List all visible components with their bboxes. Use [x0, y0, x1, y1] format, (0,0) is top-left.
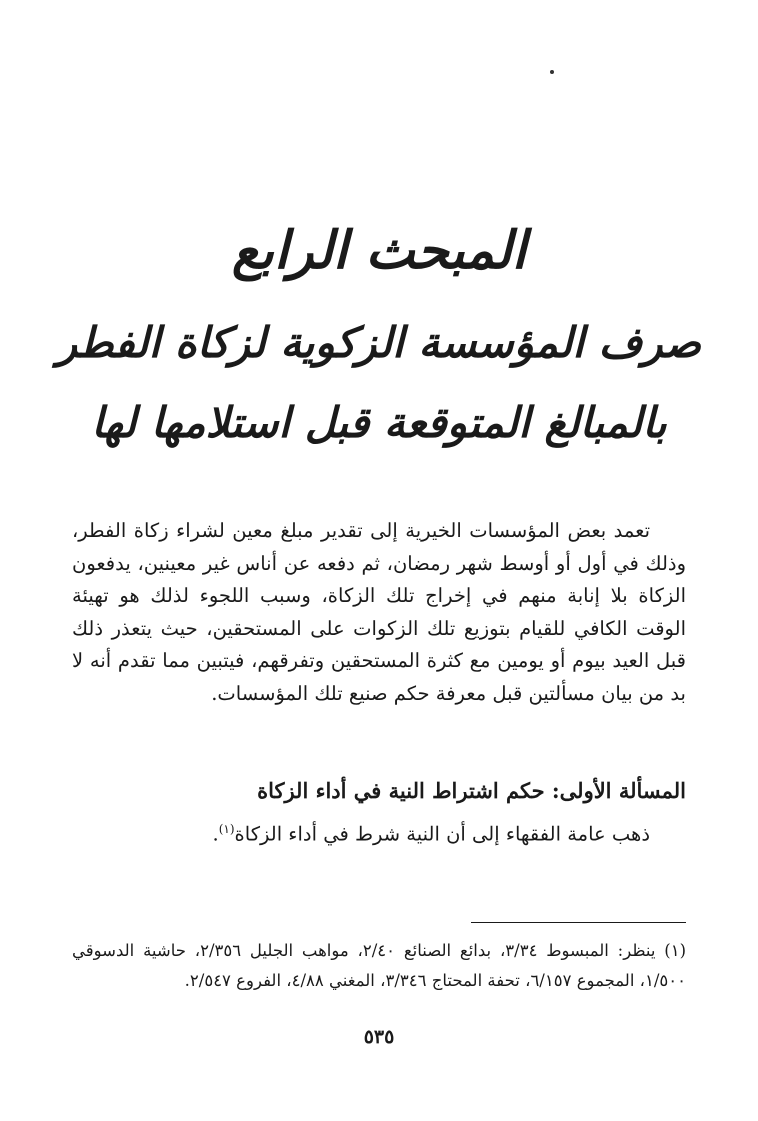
question-end-mark: . [212, 822, 219, 846]
footnote-divider [471, 922, 686, 923]
footnote: (١) ينظر: المبسوط ٣/٣٤، بدائع الصنائع ٢/٤٠، مواهب الجليل ٢/٣٥٦، حاشية الدسوقي ١/٥٠٠، المجموع ٦/١٥٧، تحفة المحتاج ٣/٣٤٦، المغني ٤/٨٨، الفروع ٢/٥٤٧. [72, 941, 686, 990]
body-paragraph: تعمد بعض المؤسسات الخيرية إلى تقدير مبلغ معين لشراء زكاة الفطر، وذلك في أول أو أوسط شهر رمضان، ثم دفعه عن أناس غير معينين، يدفعون الزكاة بلا إنابة منهم في إخراج تلك الزكاة، وسبب اللجوء لذلك هو تهيئة الوقت الكافي للقيام بتوزيع تلك الزكوات على المستحقين، حيث يتعذر ذلك قبل العيد بيوم أو يومين مع كثرة المستحقين وتفرقهم، فيتبين مما تقدم أنه لا بد من بيان مسألتين قبل معرفة حكم صنيع تلك المؤسسات. [72, 519, 686, 705]
section-title-line-1: صرف المؤسسة الزكوية لزكاة الفطر [56, 318, 702, 367]
question-heading: المسألة الأولى: حكم اشتراط النية في أداء الزكاة [257, 778, 686, 803]
question-text [213, 822, 650, 846]
footnote-ref: (١) [218, 822, 235, 836]
question-text-body: ذهب عامة الفقهاء إلى أن النية شرط في أداء الزكاة [234, 822, 650, 846]
section-title-line-2: بالمبالغ المتوقعة قبل استلامها لها [91, 398, 667, 447]
scan-speck [550, 70, 554, 74]
page-number: ٥٣٥ [363, 1026, 395, 1048]
chapter-heading: المبحث الرابع [231, 219, 527, 281]
